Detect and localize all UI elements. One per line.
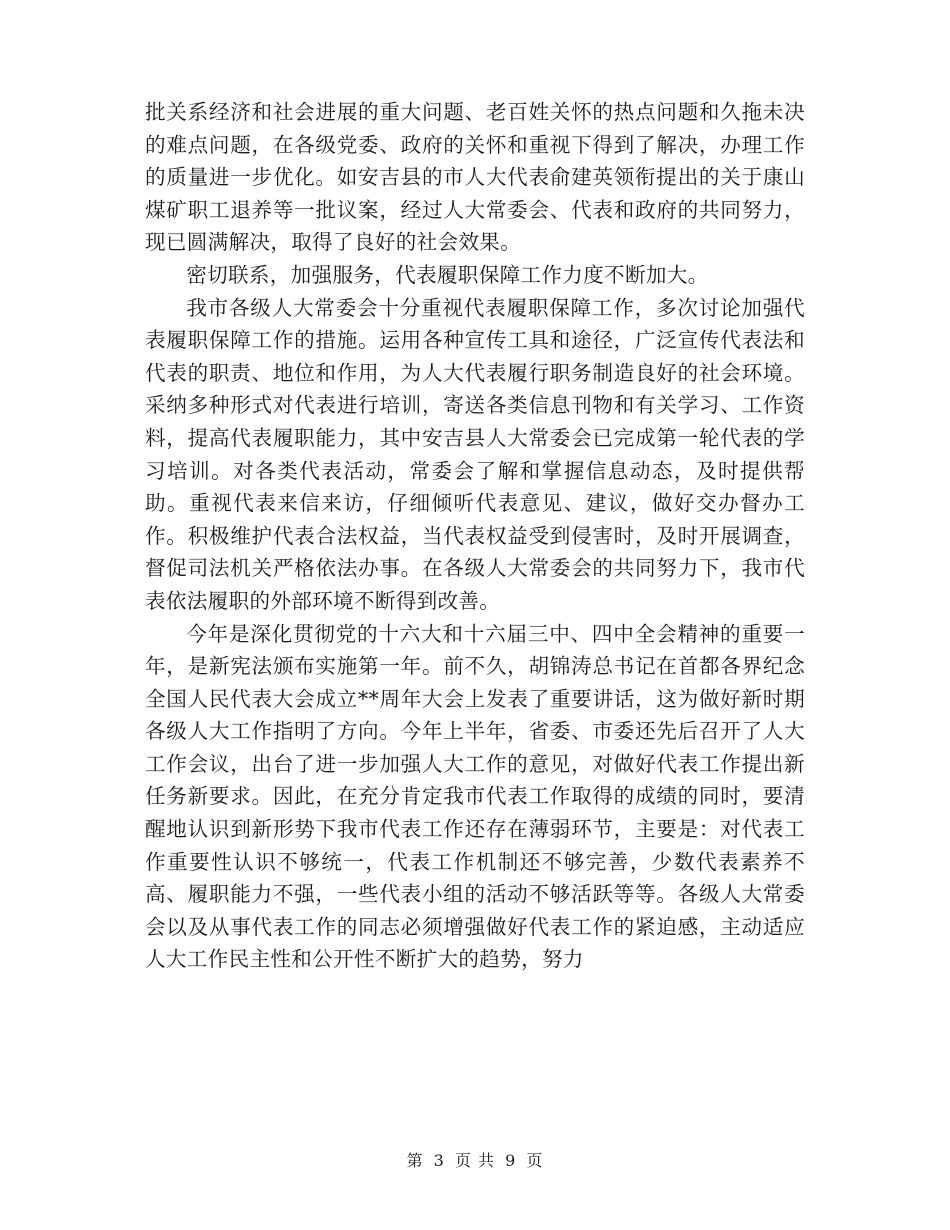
footer-prefix: 第	[406, 1151, 424, 1170]
paragraph-2: 密切联系，加强服务，代表履职保障工作力度不断加大。	[186, 262, 709, 287]
footer-middle: 页 共	[454, 1151, 496, 1170]
current-page-number: 3	[433, 1151, 445, 1170]
footer-suffix: 页	[526, 1151, 544, 1170]
paragraph-4: 今年是深化贯彻党的十六大和十六届三中、四中全会精神的重要一年，是新宪法颁布实施第一年。前不久，胡锦涛总书记在首都各界纪念全国人民代表大会成立**周年大会上发表了重要讲话，这为做好新时期各级人大工作指明了方向。今年上半年，省委、市委还先后召开了人大工作会议，出台了进一步加强人大工作的意见，对做好代表工作提出新任务新要求。因此，在充分肯定我市代表工作取得的成绩的同时，要清醒地认识到新形势下我市代表工作还存在薄弱环节，主要是：对代表工作重要性认识不够统一，代表工作机制还不够完善，少数代表素养不高、履职能力不强，一些代表小组的活动不够活跃等等。各级人大常委会以及从事代表工作的同志必须增强做好代表工作的紧迫感，主动适应人大工作民主性和公开性不断扩大的趋势，努力	[145, 621, 805, 972]
total-page-count: 9	[505, 1151, 517, 1170]
page-footer	[0, 1148, 950, 1171]
paragraph-1: 批关系经济和社会进展的重大问题、老百姓关怀的热点问题和久拖未决的难点问题，在各级党委、政府的关怀和重视下得到了解决，办理工作的质量进一步优化。如安吉县的市人大代表俞建英领衔提出的关于康山煤矿职工退养等一批议案，经过人大常委会、代表和政府的共同努力，现已圆满解决，取得了良好的社会效果。	[145, 100, 805, 255]
paragraph-3: 我市各级人大常委会十分重视代表履职保障工作，多次讨论加强代表履职保障工作的措施。运用各种宣传工具和途径，广泛宣传代表法和代表的职责、地位和作用，为人大代表履行职务制造良好的社会环境。采纳多种形式对代表进行培训，寄送各类信息刊物和有关学习、工作资料，提高代表履职能力，其中安吉县人大常委会已完成第一轮代表的学习培训。对各类代表活动，常委会了解和掌握信息动态，及时提供帮助。重视代表来信来访，仔细倾听代表意见、建议，做好交办督办工作。积极维护代表合法权益，当代表权益受到侵害时，及时开展调查，督促司法机关严格依法办事。在各级人大常委会的共同努力下，我市代表依法履职的外部环境不断得到改善。	[145, 295, 805, 613]
document-body	[145, 96, 805, 976]
